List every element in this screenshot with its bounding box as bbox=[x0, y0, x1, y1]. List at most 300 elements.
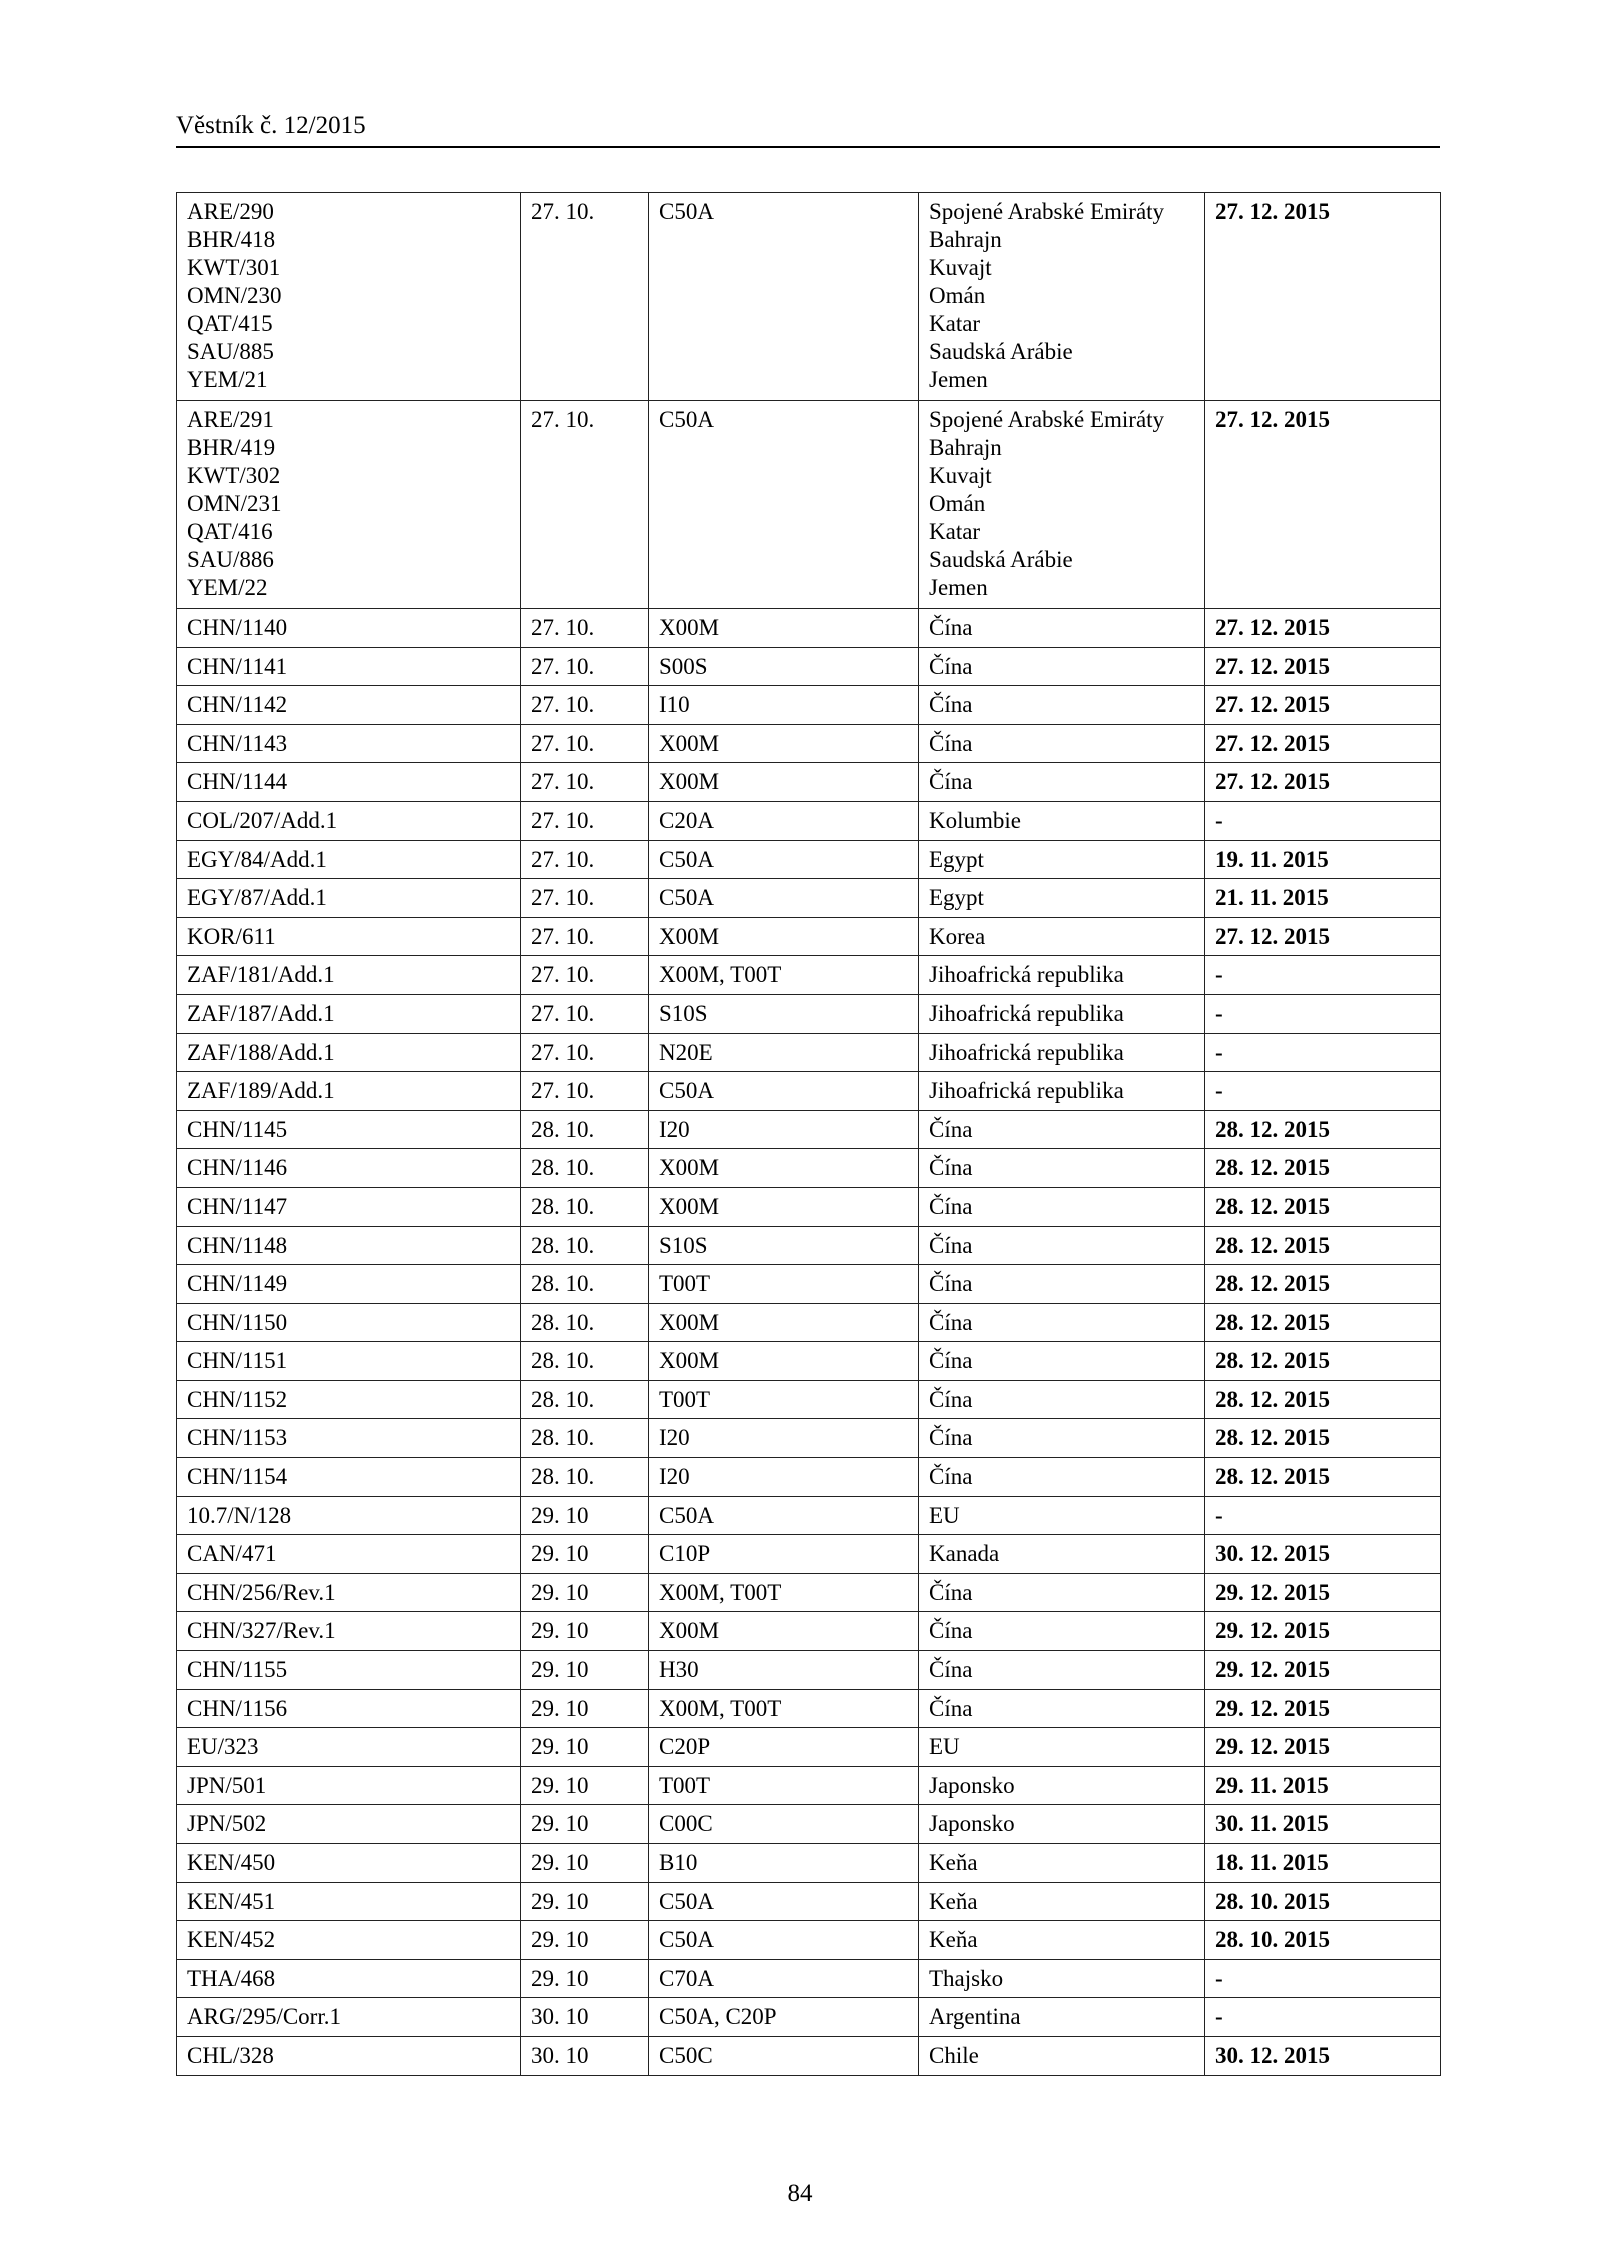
product-code-cell: I10 bbox=[649, 686, 919, 725]
country-cell-line: EU bbox=[929, 1502, 960, 1528]
comment-deadline-cell: 28. 12. 2015 bbox=[1205, 1419, 1441, 1458]
product-code-cell: C50A bbox=[649, 1496, 919, 1535]
country-cell-line: Bahrajn bbox=[929, 435, 1002, 460]
table-row bbox=[177, 1573, 1441, 1612]
notification-symbol-cell-line: CHN/1145 bbox=[187, 1116, 288, 1142]
country-cell bbox=[919, 1303, 1205, 1342]
comment-deadline-cell: 30. 11. 2015 bbox=[1205, 1805, 1441, 1844]
table-row bbox=[177, 1844, 1441, 1883]
notification-symbol-cell-line: CHN/1142 bbox=[187, 692, 288, 718]
country-cell bbox=[919, 609, 1205, 648]
notification-date-cell: 30. 10 bbox=[521, 1998, 649, 2037]
notification-date-cell: 27. 10. bbox=[521, 686, 649, 725]
notification-date-cell: 28. 10. bbox=[521, 1458, 649, 1497]
comment-deadline-cell: 27. 12. 2015 bbox=[1205, 724, 1441, 763]
table-row bbox=[177, 1728, 1441, 1767]
country-cell-line: Kolumbie bbox=[929, 807, 1021, 833]
table-row bbox=[177, 1419, 1441, 1458]
product-code-cell: T00T bbox=[649, 1766, 919, 1805]
notification-symbol-cell bbox=[177, 917, 521, 956]
comment-deadline-cell: 29. 12. 2015 bbox=[1205, 1573, 1441, 1612]
notification-symbol-cell-line: CHN/256/Rev.1 bbox=[187, 1579, 336, 1605]
product-code-cell: C70A bbox=[649, 1959, 919, 1998]
notification-date-cell: 29. 10 bbox=[521, 1766, 649, 1805]
country-cell-line: Kuvajt bbox=[929, 463, 992, 488]
notification-symbol-cell-line: EU/323 bbox=[187, 1734, 259, 1760]
comment-deadline-cell: 29. 11. 2015 bbox=[1205, 1766, 1441, 1805]
country-cell bbox=[919, 686, 1205, 725]
table-row bbox=[177, 647, 1441, 686]
country-cell-line: Čína bbox=[929, 1309, 973, 1335]
country-cell-line: Čína bbox=[929, 1116, 973, 1142]
country-cell bbox=[919, 1651, 1205, 1690]
notification-date-cell: 29. 10 bbox=[521, 1689, 649, 1728]
notification-date-cell: 29. 10 bbox=[521, 1651, 649, 1690]
notification-symbol-cell-line: KEN/451 bbox=[187, 1888, 276, 1914]
country-cell-line: Čína bbox=[929, 1386, 973, 1412]
product-code-cell: X00M bbox=[649, 1612, 919, 1651]
notification-symbol-cell bbox=[177, 1496, 521, 1535]
product-code-cell: C00C bbox=[649, 1805, 919, 1844]
country-cell-line: Čína bbox=[929, 1464, 973, 1490]
comment-deadline-cell: 29. 12. 2015 bbox=[1205, 1612, 1441, 1651]
notification-symbol-cell-line: EGY/87/Add.1 bbox=[187, 885, 327, 911]
notification-date-cell: 28. 10. bbox=[521, 1265, 649, 1304]
notification-symbol-cell-line: CHN/1143 bbox=[187, 730, 288, 756]
notification-date-cell: 27. 10. bbox=[521, 1072, 649, 1111]
product-code-cell: X00M bbox=[649, 1303, 919, 1342]
notification-symbol-cell-line: SAU/885 bbox=[187, 339, 274, 364]
country-cell bbox=[919, 1921, 1205, 1960]
table-row bbox=[177, 724, 1441, 763]
table-row bbox=[177, 1380, 1441, 1419]
comment-deadline-cell: 28. 10. 2015 bbox=[1205, 1882, 1441, 1921]
table-row bbox=[177, 1033, 1441, 1072]
product-code-cell: T00T bbox=[649, 1265, 919, 1304]
notification-symbol-cell-line: CHN/1155 bbox=[187, 1657, 288, 1683]
country-cell bbox=[919, 1149, 1205, 1188]
notification-date-cell: 27. 10. bbox=[521, 193, 649, 401]
notification-symbol-cell-line: QAT/415 bbox=[187, 311, 273, 336]
notification-table bbox=[176, 192, 1441, 2076]
notification-date-cell: 27. 10. bbox=[521, 917, 649, 956]
comment-deadline-cell: 30. 12. 2015 bbox=[1205, 1535, 1441, 1574]
product-code-cell: X00M bbox=[649, 724, 919, 763]
product-code-cell: X00M bbox=[649, 1149, 919, 1188]
notification-date-cell: 27. 10. bbox=[521, 763, 649, 802]
comment-deadline-cell: 28. 12. 2015 bbox=[1205, 1458, 1441, 1497]
product-code-cell: C20A bbox=[649, 801, 919, 840]
comment-deadline-cell: 21. 11. 2015 bbox=[1205, 879, 1441, 918]
country-cell bbox=[919, 724, 1205, 763]
country-cell-line: Čína bbox=[929, 1657, 973, 1683]
notification-symbol-cell-line: OMN/231 bbox=[187, 491, 282, 516]
country-cell bbox=[919, 1110, 1205, 1149]
country-cell bbox=[919, 1072, 1205, 1111]
country-cell bbox=[919, 763, 1205, 802]
country-cell bbox=[919, 917, 1205, 956]
notification-symbol-cell-line: 10.7/N/128 bbox=[187, 1502, 292, 1528]
country-cell-line: Čína bbox=[929, 653, 973, 679]
notification-symbol-cell-line: CHN/1152 bbox=[187, 1386, 288, 1412]
comment-deadline-cell: 27. 12. 2015 bbox=[1205, 917, 1441, 956]
country-cell-line: EU bbox=[929, 1734, 960, 1760]
comment-deadline-cell: - bbox=[1205, 956, 1441, 995]
country-cell-line: Korea bbox=[929, 923, 986, 949]
country-cell-line: Čína bbox=[929, 692, 973, 718]
notification-symbol-cell bbox=[177, 1651, 521, 1690]
country-cell-line: Chile bbox=[929, 2042, 979, 2068]
country-cell bbox=[919, 647, 1205, 686]
comment-deadline-cell: - bbox=[1205, 801, 1441, 840]
country-cell-line: Thajsko bbox=[929, 1965, 1004, 1991]
notification-symbol-cell bbox=[177, 1921, 521, 1960]
notification-symbol-cell-line: KEN/452 bbox=[187, 1927, 276, 1953]
product-code-cell: C20P bbox=[649, 1728, 919, 1767]
table-row bbox=[177, 2036, 1441, 2075]
country-cell-line: Spojené Arabské Emiráty bbox=[929, 199, 1165, 224]
notification-symbol-cell bbox=[177, 994, 521, 1033]
country-cell-line: Čína bbox=[929, 1695, 973, 1721]
country-cell bbox=[919, 2036, 1205, 2075]
country-cell-line: Keňa bbox=[929, 1850, 978, 1875]
country-cell bbox=[919, 1689, 1205, 1728]
comment-deadline-cell: 27. 12. 2015 bbox=[1205, 763, 1441, 802]
notification-symbol-cell bbox=[177, 647, 521, 686]
table-row bbox=[177, 917, 1441, 956]
comment-deadline-cell: 28. 12. 2015 bbox=[1205, 1342, 1441, 1381]
notification-symbol-cell-line: KWT/302 bbox=[187, 463, 281, 488]
product-code-cell: X00M, T00T bbox=[649, 1689, 919, 1728]
notification-symbol-cell bbox=[177, 1149, 521, 1188]
table-row bbox=[177, 1072, 1441, 1111]
comment-deadline-cell: 29. 12. 2015 bbox=[1205, 1728, 1441, 1767]
product-code-cell: H30 bbox=[649, 1651, 919, 1690]
notification-symbol-cell-line: YEM/22 bbox=[187, 575, 268, 600]
country-cell-line: Čína bbox=[929, 1193, 973, 1219]
notification-symbol-cell-line: ARG/295/Corr.1 bbox=[187, 2004, 341, 2030]
country-cell-line: Egypt bbox=[929, 885, 984, 911]
notification-date-cell: 28. 10. bbox=[521, 1226, 649, 1265]
table-row bbox=[177, 1921, 1441, 1960]
comment-deadline-cell: 29. 12. 2015 bbox=[1205, 1689, 1441, 1728]
country-cell-line: Jihoafrická republika bbox=[929, 1039, 1124, 1065]
country-cell-line: Keňa bbox=[929, 1888, 978, 1914]
notification-date-cell: 27. 10. bbox=[521, 879, 649, 918]
product-code-cell: S10S bbox=[649, 1226, 919, 1265]
notification-symbol-cell-line: CHN/1148 bbox=[187, 1232, 288, 1258]
notification-symbol-cell-line: CHN/1147 bbox=[187, 1193, 288, 1219]
table-row bbox=[177, 1303, 1441, 1342]
notification-symbol-cell bbox=[177, 1072, 521, 1111]
notification-symbol-cell-line: CHN/1146 bbox=[187, 1155, 288, 1181]
comment-deadline-cell: 28. 12. 2015 bbox=[1205, 1265, 1441, 1304]
product-code-cell: C50A bbox=[649, 879, 919, 918]
notification-date-cell: 28. 10. bbox=[521, 1380, 649, 1419]
comment-deadline-cell: 28. 12. 2015 bbox=[1205, 1149, 1441, 1188]
country-cell bbox=[919, 1458, 1205, 1497]
product-code-cell: N20E bbox=[649, 1033, 919, 1072]
product-code-cell: X00M bbox=[649, 1187, 919, 1226]
country-cell-line: Japonsko bbox=[929, 1772, 1015, 1798]
table-row bbox=[177, 1689, 1441, 1728]
product-code-cell: B10 bbox=[649, 1844, 919, 1883]
product-code-cell: I20 bbox=[649, 1419, 919, 1458]
country-cell-line: Katar bbox=[929, 311, 981, 336]
country-cell-line: Spojené Arabské Emiráty bbox=[929, 407, 1165, 432]
country-cell bbox=[919, 994, 1205, 1033]
notification-symbol-cell-line: CHN/1141 bbox=[187, 653, 288, 679]
table-row bbox=[177, 193, 1441, 401]
country-cell-line: Čína bbox=[929, 615, 973, 640]
notification-symbol-cell bbox=[177, 1728, 521, 1767]
notification-symbol-cell-line: BHR/418 bbox=[187, 227, 276, 252]
notification-symbol-cell-line: CHN/1140 bbox=[187, 615, 288, 640]
country-cell bbox=[919, 1573, 1205, 1612]
country-cell-line: Bahrajn bbox=[929, 227, 1002, 252]
table-row bbox=[177, 840, 1441, 879]
notification-date-cell: 29. 10 bbox=[521, 1805, 649, 1844]
notification-symbol-cell-line: KEN/450 bbox=[187, 1850, 276, 1875]
page-header bbox=[176, 108, 1440, 148]
country-cell-line: Čína bbox=[929, 1579, 973, 1605]
table-row bbox=[177, 1612, 1441, 1651]
notification-date-cell: 28. 10. bbox=[521, 1110, 649, 1149]
product-code-cell: C10P bbox=[649, 1535, 919, 1574]
country-cell-line: Čína bbox=[929, 1271, 973, 1297]
notification-symbol-cell bbox=[177, 1882, 521, 1921]
country-cell-line: Jihoafrická republika bbox=[929, 1000, 1124, 1026]
comment-deadline-cell: 28. 12. 2015 bbox=[1205, 1110, 1441, 1149]
country-cell-line: Jihoafrická republika bbox=[929, 962, 1124, 988]
product-code-cell: C50A bbox=[649, 1882, 919, 1921]
notification-symbol-cell-line: EGY/84/Add.1 bbox=[187, 846, 327, 872]
notification-date-cell: 27. 10. bbox=[521, 724, 649, 763]
product-code-cell: C50C bbox=[649, 2036, 919, 2075]
country-cell-line: Saudská Arábie bbox=[929, 547, 1073, 572]
notification-date-cell: 29. 10 bbox=[521, 1844, 649, 1883]
product-code-cell: C50A bbox=[649, 1921, 919, 1960]
comment-deadline-cell: - bbox=[1205, 1033, 1441, 1072]
table-row bbox=[177, 994, 1441, 1033]
notification-date-cell: 29. 10 bbox=[521, 1728, 649, 1767]
notification-symbol-cell-line: YEM/21 bbox=[187, 367, 268, 392]
notification-symbol-cell-line: ZAF/188/Add.1 bbox=[187, 1039, 335, 1065]
table-row bbox=[177, 1766, 1441, 1805]
notification-date-cell: 29. 10 bbox=[521, 1921, 649, 1960]
country-cell-line: Jemen bbox=[929, 367, 988, 392]
comment-deadline-cell: 18. 11. 2015 bbox=[1205, 1844, 1441, 1883]
comment-deadline-cell: - bbox=[1205, 1496, 1441, 1535]
comment-deadline-cell: 29. 12. 2015 bbox=[1205, 1651, 1441, 1690]
notification-symbol-cell-line: BHR/419 bbox=[187, 435, 276, 460]
comment-deadline-cell: 27. 12. 2015 bbox=[1205, 401, 1441, 609]
notification-symbol-cell-line: CHN/1150 bbox=[187, 1309, 288, 1335]
notification-symbol-cell bbox=[177, 801, 521, 840]
product-code-cell: C50A bbox=[649, 193, 919, 401]
product-code-cell: C50A, C20P bbox=[649, 1998, 919, 2037]
country-cell-line: Jihoafrická republika bbox=[929, 1078, 1124, 1104]
comment-deadline-cell: - bbox=[1205, 1959, 1441, 1998]
notification-symbol-cell-line: OMN/230 bbox=[187, 283, 282, 308]
comment-deadline-cell: 28. 12. 2015 bbox=[1205, 1226, 1441, 1265]
notification-symbol-cell bbox=[177, 1844, 521, 1883]
notification-symbol-cell bbox=[177, 1573, 521, 1612]
country-cell-line: Čína bbox=[929, 1425, 973, 1451]
notification-symbol-cell bbox=[177, 1110, 521, 1149]
country-cell-line: Čína bbox=[929, 769, 973, 795]
notification-symbol-cell-line: CHN/1153 bbox=[187, 1425, 288, 1451]
country-cell-line: Kuvajt bbox=[929, 255, 992, 280]
comment-deadline-cell: 27. 12. 2015 bbox=[1205, 647, 1441, 686]
notification-date-cell: 28. 10. bbox=[521, 1419, 649, 1458]
notification-symbol-cell bbox=[177, 1419, 521, 1458]
notification-symbol-cell bbox=[177, 1380, 521, 1419]
table-row bbox=[177, 1535, 1441, 1574]
product-code-cell: T00T bbox=[649, 1380, 919, 1419]
notification-symbol-cell-line: KOR/611 bbox=[187, 923, 276, 949]
country-cell bbox=[919, 193, 1205, 401]
country-cell-line: Argentina bbox=[929, 2004, 1021, 2030]
notification-symbol-cell bbox=[177, 1766, 521, 1805]
table-row bbox=[177, 956, 1441, 995]
country-cell bbox=[919, 1882, 1205, 1921]
country-cell bbox=[919, 401, 1205, 609]
product-code-cell: X00M bbox=[649, 763, 919, 802]
notification-symbol-cell-line: CHL/328 bbox=[187, 2042, 274, 2068]
table-row bbox=[177, 686, 1441, 725]
notification-symbol-cell-line: ARE/291 bbox=[187, 407, 274, 432]
country-cell bbox=[919, 1265, 1205, 1304]
country-cell bbox=[919, 1226, 1205, 1265]
country-cell-line: Omán bbox=[929, 283, 986, 308]
table-row bbox=[177, 1187, 1441, 1226]
notification-symbol-cell bbox=[177, 1535, 521, 1574]
notification-symbol-cell-line: ZAF/189/Add.1 bbox=[187, 1078, 335, 1104]
table-row bbox=[177, 1265, 1441, 1304]
product-code-cell: X00M bbox=[649, 609, 919, 648]
notification-symbol-cell bbox=[177, 609, 521, 648]
table-row bbox=[177, 1959, 1441, 1998]
notification-symbol-cell bbox=[177, 840, 521, 879]
product-code-cell: I20 bbox=[649, 1110, 919, 1149]
product-code-cell: S10S bbox=[649, 994, 919, 1033]
product-code-cell: X00M, T00T bbox=[649, 1573, 919, 1612]
notification-date-cell: 27. 10. bbox=[521, 840, 649, 879]
country-cell bbox=[919, 1187, 1205, 1226]
notification-symbol-cell-line: COL/207/Add.1 bbox=[187, 807, 338, 833]
table-row bbox=[177, 801, 1441, 840]
page-number: 84 bbox=[787, 2180, 813, 2207]
product-code-cell: X00M bbox=[649, 1342, 919, 1381]
notification-date-cell: 29. 10 bbox=[521, 1612, 649, 1651]
notification-symbol-cell bbox=[177, 1187, 521, 1226]
country-cell-line: Katar bbox=[929, 519, 981, 544]
country-cell-line: Omán bbox=[929, 491, 986, 516]
notification-symbol-cell bbox=[177, 1959, 521, 1998]
notification-symbol-cell bbox=[177, 1342, 521, 1381]
notification-symbol-cell bbox=[177, 763, 521, 802]
notification-date-cell: 28. 10. bbox=[521, 1187, 649, 1226]
notification-date-cell: 29. 10 bbox=[521, 1882, 649, 1921]
notification-symbol-cell-line: ARE/290 bbox=[187, 199, 274, 224]
table-row bbox=[177, 879, 1441, 918]
table-row bbox=[177, 401, 1441, 609]
notification-date-cell: 27. 10. bbox=[521, 609, 649, 648]
notification-date-cell: 29. 10 bbox=[521, 1535, 649, 1574]
product-code-cell: C50A bbox=[649, 840, 919, 879]
country-cell-line: Čína bbox=[929, 1155, 973, 1181]
notification-date-cell: 27. 10. bbox=[521, 956, 649, 995]
table-row bbox=[177, 1110, 1441, 1149]
country-cell bbox=[919, 1419, 1205, 1458]
comment-deadline-cell: 28. 12. 2015 bbox=[1205, 1303, 1441, 1342]
comment-deadline-cell: - bbox=[1205, 1072, 1441, 1111]
comment-deadline-cell: 27. 12. 2015 bbox=[1205, 193, 1441, 401]
notification-symbol-cell-line: THA/468 bbox=[187, 1965, 276, 1991]
comment-deadline-cell: - bbox=[1205, 994, 1441, 1033]
country-cell bbox=[919, 840, 1205, 879]
notification-date-cell: 27. 10. bbox=[521, 994, 649, 1033]
country-cell-line: Čína bbox=[929, 1618, 973, 1644]
notification-date-cell: 28. 10. bbox=[521, 1303, 649, 1342]
notification-symbol-cell bbox=[177, 1612, 521, 1651]
comment-deadline-cell: - bbox=[1205, 1998, 1441, 2037]
notification-symbol-cell bbox=[177, 1303, 521, 1342]
table-row bbox=[177, 1149, 1441, 1188]
country-cell-line: Keňa bbox=[929, 1927, 978, 1953]
country-cell bbox=[919, 1535, 1205, 1574]
product-code-cell: S00S bbox=[649, 647, 919, 686]
notification-symbol-cell-line: KWT/301 bbox=[187, 255, 281, 280]
notification-symbol-cell-line: JPN/501 bbox=[187, 1772, 267, 1798]
comment-deadline-cell: 27. 12. 2015 bbox=[1205, 686, 1441, 725]
product-code-cell: X00M, T00T bbox=[649, 956, 919, 995]
country-cell bbox=[919, 1998, 1205, 2037]
country-cell bbox=[919, 1766, 1205, 1805]
country-cell-line: Čína bbox=[929, 1232, 973, 1258]
comment-deadline-cell: 27. 12. 2015 bbox=[1205, 609, 1441, 648]
notification-symbol-cell bbox=[177, 193, 521, 401]
country-cell bbox=[919, 879, 1205, 918]
country-cell bbox=[919, 1033, 1205, 1072]
table-row bbox=[177, 609, 1441, 648]
table-row bbox=[177, 763, 1441, 802]
notification-symbol-cell-line: CHN/327/Rev.1 bbox=[187, 1618, 336, 1644]
notification-symbol-cell bbox=[177, 686, 521, 725]
notification-symbol-cell-line: SAU/886 bbox=[187, 547, 274, 572]
notification-symbol-cell-line: QAT/416 bbox=[187, 519, 273, 544]
notification-symbol-cell bbox=[177, 1458, 521, 1497]
country-cell-line: Kanada bbox=[929, 1541, 1000, 1567]
notification-date-cell: 27. 10. bbox=[521, 401, 649, 609]
notification-symbol-cell-line: CHN/1154 bbox=[187, 1464, 288, 1490]
country-cell-line: Japonsko bbox=[929, 1811, 1015, 1837]
comment-deadline-cell: 30. 12. 2015 bbox=[1205, 2036, 1441, 2075]
country-cell bbox=[919, 1380, 1205, 1419]
notification-symbol-cell bbox=[177, 1226, 521, 1265]
notification-symbol-cell bbox=[177, 1998, 521, 2037]
notification-symbol-cell bbox=[177, 724, 521, 763]
notification-symbol-cell-line: CHN/1149 bbox=[187, 1271, 288, 1297]
product-code-cell: I20 bbox=[649, 1458, 919, 1497]
country-cell bbox=[919, 801, 1205, 840]
country-cell bbox=[919, 1844, 1205, 1883]
notification-symbol-cell bbox=[177, 1689, 521, 1728]
notification-symbol-cell-line: CHN/1156 bbox=[187, 1695, 288, 1721]
notification-symbol-cell-line: CAN/471 bbox=[187, 1541, 277, 1567]
notification-symbol-cell-line: CHN/1151 bbox=[187, 1348, 288, 1374]
